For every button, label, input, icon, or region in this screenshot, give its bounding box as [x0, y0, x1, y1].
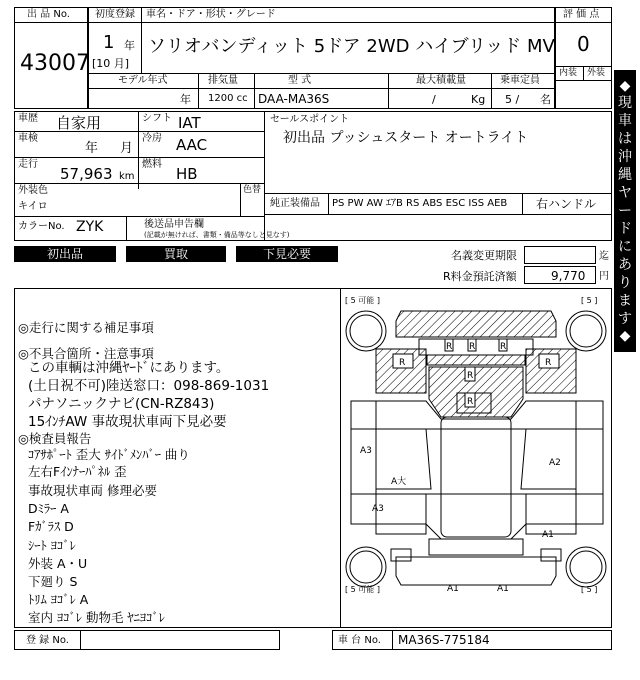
equipment: PS PW AW ｴｱB RS ABS ESC ISS AEB [332, 198, 508, 209]
mark-right-a1: A1 [542, 530, 554, 540]
right-bracket-top: [ 5 ] [581, 296, 598, 305]
shift-label: シフト [142, 113, 172, 124]
mark-grille: R [467, 371, 474, 381]
inspector-line: ｼｰﾄ ﾖｺﾞﾚ [28, 538, 76, 553]
fuel-label: 燃料 [142, 159, 162, 170]
displacement-label: 排気量 [208, 75, 238, 86]
okinawa-yard-text: 現車は沖縄ヤードにあります [618, 95, 632, 327]
mark-right-a2: A2 [549, 458, 561, 468]
model-year-label: モデル年式 [118, 75, 168, 86]
color-no-label: カラーNo. [18, 221, 65, 232]
exterior-label: 外装 [587, 68, 606, 78]
tag-preview-required: 下見必要 [236, 246, 338, 262]
history-label: 車歴 [18, 113, 38, 124]
inspection-month: 月 [120, 141, 134, 156]
okinawa-yard-banner: ◆ 現車は沖縄ヤードにあります ◆ [614, 70, 636, 352]
max-load: / [432, 93, 436, 106]
wheel-rear-right-icon [566, 547, 606, 587]
history: 自家用 [56, 114, 102, 132]
mark-hood: R [467, 397, 474, 407]
recycle-label: R料金預託済額 [443, 270, 517, 283]
mark-front-bumper-center: R [469, 342, 476, 352]
model-year-unit: 年 [180, 93, 191, 106]
front-bumper [396, 311, 556, 337]
shift: IAT [178, 114, 201, 132]
inspector-line: Dﾐﾗｰ A [28, 501, 69, 516]
ext-color-label: 外装色 [18, 185, 48, 196]
mark-left-a3-upper: A3 [360, 446, 372, 456]
car-damage-diagram [341, 289, 611, 627]
inspection-year: 年 [85, 141, 99, 156]
inspector-line: 外装 A・U [28, 556, 88, 571]
hood [429, 367, 523, 417]
model-name-label: 車名・ドア・形状・グレード [146, 9, 276, 20]
mark-front-bumper-left: R [446, 342, 453, 352]
lot-label: 出 品 No. [27, 9, 70, 20]
capacity-unit: 名 [540, 93, 551, 106]
tag-purchase: 買取 [126, 246, 226, 262]
inspector-line: 事故現状車両 修理必要 [28, 483, 157, 498]
steering: 右ハンドル [536, 197, 597, 211]
type: DAA-MA36S [258, 92, 330, 106]
lot-number: 43007 [20, 51, 90, 76]
wheel-front-right-icon [566, 311, 606, 351]
docs-note: (記載が無ければ、書類・備品等なしと見なす) [144, 231, 290, 239]
name-change-label: 名義変更期限 [451, 249, 517, 262]
first-reg-year: 1 [103, 32, 115, 53]
model-name: ソリオバンディット 5ドア 2WD ハイブリッド MV [148, 36, 555, 57]
capacity: 5 / [505, 93, 520, 106]
chassis-label: 車 台 No. [338, 635, 381, 646]
docs-label: 後送品申告欄 [144, 219, 204, 230]
inspector-line: ｺｱｻﾎﾟｰﾄ 歪大 ｻｲﾄﾞﾒﾝﾊﾞｰ 曲り [28, 447, 190, 462]
sales-point: 初出品 プッシュスタート オートライト [283, 130, 529, 146]
defect-line: パナソニックナビ(CN-RZ843) [28, 396, 215, 412]
defect-line: 15ｲﾝﾁAW 事故現状車両下見必要 [28, 414, 227, 430]
top-bracket: [ 5 可能 ] [345, 296, 380, 305]
recycle-value: 9,770 [551, 269, 586, 283]
inspector-line: 下廻り S [28, 574, 78, 589]
capacity-label: 乗車定員 [500, 75, 540, 86]
displacement: 1200 cc [208, 93, 248, 104]
inspector-header: ◎検査員報告 [18, 431, 92, 446]
defect-line: (土日祝不可)陸送窓口：098-869-1031 [28, 378, 270, 394]
type-label: 型 式 [288, 75, 312, 86]
color-no: ZYK [76, 219, 104, 235]
inspector-line: 左右Fｲﾝﾅｰﾊﾟﾈﾙ 歪 [28, 464, 127, 479]
roof [441, 417, 511, 537]
ac: AAC [176, 136, 208, 154]
max-load-label: 最大積載量 [416, 75, 466, 86]
mark-front-bumper-right: R [500, 342, 507, 352]
mileage-unit: km [119, 171, 135, 182]
wheel-front-left-icon [346, 311, 386, 351]
recycle-unit: 円 [599, 271, 609, 282]
inspector-line: ﾄﾘﾑ ﾖｺﾞﾚ A [28, 592, 89, 607]
tag-first-listing: 初出品 [14, 246, 116, 262]
interior-label: 内装 [559, 68, 578, 78]
chassis-no: MA36S-775184 [398, 633, 490, 647]
max-load-unit: Kg [471, 93, 486, 106]
inspector-line: Fｶﾞﾗｽ D [28, 519, 74, 534]
first-reg-year-unit: 年 [124, 39, 135, 52]
right-bracket-bottom: [ 5 ] [581, 585, 598, 594]
defects-header: ◎不具合箇所・注意事項 [18, 346, 154, 361]
mark-left-a3-lower: A3 [372, 504, 384, 514]
wheel-rear-left-icon [346, 547, 386, 587]
reg-no-label: 登 録 No. [26, 635, 69, 646]
mark-rear-bumper-right: A1 [497, 584, 509, 594]
rating-value: 0 [577, 32, 590, 56]
mark-rear-bumper-left: A1 [447, 584, 459, 594]
mileage-label: 走行 [18, 159, 38, 170]
mark-left-door: A大 [391, 477, 407, 487]
driving-notes-header: ◎走行に関する補足事項 [18, 320, 154, 335]
sales-point-label: セールスポイント [270, 114, 350, 125]
first-reg-month: [10 月] [92, 57, 130, 70]
name-change-box [524, 246, 596, 264]
ac-label: 冷房 [142, 133, 162, 144]
inspection-label: 車検 [18, 133, 38, 144]
mark-fender-right: R [545, 358, 552, 368]
bottom-bracket: [ 5 可能 ] [345, 585, 380, 594]
first-reg-label: 初度登録 [95, 9, 135, 20]
mark-fender-left: R [399, 358, 406, 368]
name-change-unit: 迄 [599, 251, 609, 262]
ext-color: キイロ [18, 201, 48, 212]
mileage: 57,963 [60, 165, 113, 183]
defect-line: この車輌は沖縄ﾔｰﾄﾞにあります。 [28, 360, 230, 376]
rating-label: 評 価 点 [563, 9, 600, 20]
color-change-label: 色替 [243, 185, 262, 195]
equipment-label: 純正装備品 [270, 198, 320, 209]
fuel: HB [176, 165, 198, 183]
inspector-line: 室内 ﾖｺﾞﾚ 動物毛 ﾔﾆﾖｺﾞﾚ [28, 610, 165, 625]
rear-bumper [396, 557, 556, 585]
